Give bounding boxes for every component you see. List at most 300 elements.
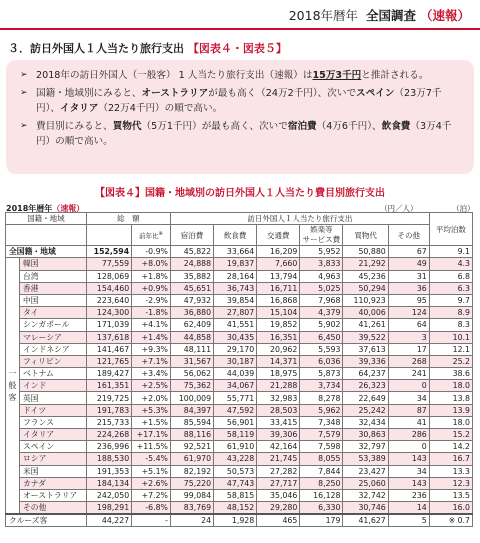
- cell-lodging: 88,116: [170, 429, 213, 441]
- cell-ent: 179: [300, 514, 343, 527]
- cell-nights: 18.0: [429, 416, 472, 428]
- col-transport: 交通費: [257, 225, 300, 246]
- cell-lodging: 48,111: [170, 343, 213, 355]
- cell-transport: 35,046: [257, 489, 300, 501]
- cell-nights: 4.3: [429, 258, 472, 270]
- cell-food: 55,771: [214, 392, 257, 404]
- cell-total: 242,050: [86, 489, 131, 501]
- cell-transport: 7,660: [257, 258, 300, 270]
- unit-yen: （円／人）: [380, 204, 418, 213]
- cell-shop: 110,923: [343, 294, 388, 306]
- cell-transport: 19,852: [257, 319, 300, 331]
- cell-food: 41,551: [214, 319, 257, 331]
- cell-ent: 4,963: [300, 270, 343, 282]
- col-food: 飲食費: [214, 225, 257, 246]
- cell-nights: 12.3: [429, 477, 472, 489]
- cell-shop: 32,797: [343, 441, 388, 453]
- cell-shop: 39,522: [343, 331, 388, 343]
- col-entertainment-1: 娯楽等: [310, 225, 333, 235]
- row-name: 米国: [20, 465, 87, 477]
- row-name: シンガポール: [20, 319, 87, 331]
- cell-nights: 16.7: [429, 453, 472, 465]
- cell-food: 27,807: [214, 307, 257, 319]
- cell-ent: 5,593: [300, 343, 343, 355]
- cell-transport: 465: [257, 514, 300, 527]
- cell-other: 49: [388, 258, 429, 270]
- summary-text: 国籍・地域別にみると、: [36, 88, 142, 99]
- col-total: [86, 213, 170, 225]
- row-name: フィリピン: [20, 355, 87, 367]
- table-row: [6, 429, 473, 441]
- cell-nights: 12.1: [429, 343, 472, 355]
- cell-total: 198,291: [86, 502, 131, 515]
- cell-yoy: +5.3%: [132, 404, 171, 416]
- cell-other: 236: [388, 489, 429, 501]
- cell-food: 28,164: [214, 270, 257, 282]
- header-survey: 全国調査: [365, 8, 416, 23]
- col-yoy-label: 前年比: [139, 231, 159, 240]
- cell-transport: 42,164: [257, 441, 300, 453]
- cell-shop: 32,434: [343, 416, 388, 428]
- cell-other: 87: [388, 404, 429, 416]
- summary-text: （3万4千円）の順で高い。: [36, 121, 452, 147]
- cell-total: 191,353: [86, 465, 131, 477]
- cell-nights: 8.9: [429, 307, 472, 319]
- cell-food: 29,170: [214, 343, 257, 355]
- cell-lodging: 45,651: [170, 282, 213, 294]
- row-name: カナダ: [20, 477, 87, 489]
- summary-amount: 15万3千円: [312, 70, 362, 81]
- col-entertainment: [300, 225, 343, 246]
- row-name: 英国: [20, 392, 87, 404]
- cell-total: 215,733: [86, 416, 131, 428]
- cell-total: 161,351: [86, 380, 131, 392]
- table-header-row: [6, 213, 473, 225]
- cell-transport: 28,503: [257, 404, 300, 416]
- summary-bullet-1: [20, 68, 464, 83]
- cell-transport: 32,983: [257, 392, 300, 404]
- row-name: ロシア: [20, 453, 87, 465]
- cell-transport: 16,209: [257, 246, 300, 258]
- cell-total: 184,134: [86, 477, 131, 489]
- summary-text: 費目別にみると、: [36, 121, 113, 132]
- cell-yoy: +2.0%: [132, 392, 171, 404]
- cell-shop: 22,649: [343, 392, 388, 404]
- cell-yoy: +7.1%: [132, 355, 171, 367]
- cell-shop: 30,746: [343, 502, 388, 515]
- row-name: 香港: [20, 282, 87, 294]
- table-row: [6, 489, 473, 501]
- summary-text: （5万1千円）が最も高く、次いで: [141, 121, 288, 132]
- col-total-spacer: [86, 225, 131, 246]
- summary-text: と推計される。: [361, 70, 429, 81]
- header-status: （速報）: [419, 8, 470, 23]
- cell-nights: ※ 0.7: [429, 514, 472, 527]
- cell-yoy: -0.9%: [132, 246, 171, 258]
- row-name: スペイン: [20, 441, 87, 453]
- cell-shop: 21,292: [343, 258, 388, 270]
- cell-lodging: 100,009: [170, 392, 213, 404]
- summary-highlight: スペイン: [356, 88, 395, 99]
- cell-total: 189,427: [86, 368, 131, 380]
- cell-transport: 15,104: [257, 307, 300, 319]
- cell-nights: 16.0: [429, 502, 472, 515]
- summary-text: （23万7千円）、: [36, 88, 442, 114]
- row-name: 全国籍・地域: [6, 246, 87, 258]
- table-row: [6, 246, 473, 258]
- cell-ent: 3,833: [300, 258, 343, 270]
- col-country-spacer: [6, 225, 87, 246]
- table-row: [6, 465, 473, 477]
- table-row: [6, 331, 473, 343]
- cell-lodging: 24,888: [170, 258, 213, 270]
- cell-shop: 53,389: [343, 453, 388, 465]
- cell-yoy: -5.4%: [132, 453, 171, 465]
- cell-total: 191,783: [86, 404, 131, 416]
- cell-yoy: +17.1%: [132, 429, 171, 441]
- cell-yoy: +2.5%: [132, 380, 171, 392]
- cell-transport: 13,794: [257, 270, 300, 282]
- cell-food: 56,901: [214, 416, 257, 428]
- header-divider: [0, 28, 480, 30]
- cell-other: 143: [388, 477, 429, 489]
- table-row: [6, 441, 473, 453]
- bullet-arrow-icon: ➢: [20, 70, 28, 80]
- cell-transport: 33,415: [257, 416, 300, 428]
- cell-lodging: 99,084: [170, 489, 213, 501]
- cell-ent: 7,348: [300, 416, 343, 428]
- cell-nights: 9.1: [429, 246, 472, 258]
- summary-text: が最も高く（24万2千円）、次いで: [208, 88, 357, 99]
- cell-nights: 10.1: [429, 331, 472, 343]
- cell-yoy: -2.9%: [132, 294, 171, 306]
- table-title: 【図表４】国籍・地域別の訪日外国人１人当たり費目別旅行支出: [95, 188, 385, 199]
- cell-food: 39,854: [214, 294, 257, 306]
- cell-lodging: 31,567: [170, 355, 213, 367]
- table-row: [6, 319, 473, 331]
- summary-bullet-2: [20, 86, 464, 116]
- cell-total: 188,530: [86, 453, 131, 465]
- cell-other: 124: [388, 307, 429, 319]
- summary-text: （4万6千円）、: [316, 121, 382, 132]
- bullet-arrow-icon: ➢: [20, 121, 28, 131]
- section-title-text: ３．訪日外国人１人当たり旅行支出: [8, 42, 184, 55]
- cell-other: 34: [388, 465, 429, 477]
- cell-shop: 37,613: [343, 343, 388, 355]
- cell-transport: 27,282: [257, 465, 300, 477]
- cell-lodging: 36,880: [170, 307, 213, 319]
- cell-shop: 25,060: [343, 477, 388, 489]
- cell-yoy: +8.0%: [132, 258, 171, 270]
- cell-other: 14: [388, 502, 429, 515]
- cell-other: 241: [388, 368, 429, 380]
- cell-total: 171,039: [86, 319, 131, 331]
- cell-total: 224,268: [86, 429, 131, 441]
- cell-lodging: 85,594: [170, 416, 213, 428]
- cell-shop: 26,323: [343, 380, 388, 392]
- table-row: [6, 404, 473, 416]
- cell-total: 152,594: [86, 246, 131, 258]
- table-row: [6, 368, 473, 380]
- row-name: イタリア: [20, 429, 87, 441]
- cell-yoy: +11.5%: [132, 441, 171, 453]
- cell-other: 34: [388, 392, 429, 404]
- cell-other: 95: [388, 294, 429, 306]
- cell-nights: 18.0: [429, 380, 472, 392]
- cell-ent: 7,598: [300, 441, 343, 453]
- cell-food: 34,067: [214, 380, 257, 392]
- cell-total: 141,467: [86, 343, 131, 355]
- cell-total: 77,559: [86, 258, 131, 270]
- cell-food: 47,743: [214, 477, 257, 489]
- cell-food: 58,815: [214, 489, 257, 501]
- cell-food: 1,928: [214, 514, 257, 527]
- table-row: [6, 502, 473, 515]
- cell-nights: 13.8: [429, 392, 472, 404]
- cell-lodging: 82,192: [170, 465, 213, 477]
- summary-highlight: 買物代: [112, 121, 142, 132]
- summary-highlight: イタリア: [59, 103, 99, 114]
- cell-lodging: 45,822: [170, 246, 213, 258]
- cell-other: 0: [388, 380, 429, 392]
- cell-food: 30,435: [214, 331, 257, 343]
- cell-total: 44,227: [86, 514, 131, 527]
- cell-total: 236,996: [86, 441, 131, 453]
- group-label: 一 般 客: [6, 258, 20, 514]
- row-name: 中国: [20, 294, 87, 306]
- cell-ent: 5,873: [300, 368, 343, 380]
- cell-yoy: +7.2%: [132, 489, 171, 501]
- cell-shop: 50,294: [343, 282, 388, 294]
- cell-other: 64: [388, 319, 429, 331]
- cell-ent: 3,734: [300, 380, 343, 392]
- row-name: インド: [20, 380, 87, 392]
- cell-yoy: +2.6%: [132, 477, 171, 489]
- table-row: [6, 307, 473, 319]
- col-lodging: 宿泊費: [170, 225, 213, 246]
- cell-nights: 6.8: [429, 270, 472, 282]
- summary-highlight: オーストラリア: [141, 88, 209, 99]
- cell-other: 41: [388, 416, 429, 428]
- table-row: [6, 416, 473, 428]
- cell-other: 143: [388, 453, 429, 465]
- row-name: クルーズ客: [6, 514, 87, 527]
- cell-lodging: 84,397: [170, 404, 213, 416]
- table-status: （速報）: [52, 204, 85, 213]
- cell-other: 17: [388, 343, 429, 355]
- cell-shop: 64,237: [343, 368, 388, 380]
- cell-ent: 5,025: [300, 282, 343, 294]
- table-row: [6, 270, 473, 282]
- row-name: 台湾: [20, 270, 87, 282]
- cell-ent: 5,952: [300, 246, 343, 258]
- cell-total: 219,725: [86, 392, 131, 404]
- cell-lodging: 24: [170, 514, 213, 527]
- summary-highlight: 飲食費: [381, 121, 411, 132]
- cell-shop: 50,880: [343, 246, 388, 258]
- cell-yoy: +5.1%: [132, 465, 171, 477]
- summary-bullet-3: [20, 119, 464, 149]
- cell-lodging: 75,362: [170, 380, 213, 392]
- cell-food: 30,187: [214, 355, 257, 367]
- cell-ent: 8,278: [300, 392, 343, 404]
- cell-other: 31: [388, 270, 429, 282]
- cell-other: 36: [388, 282, 429, 294]
- cell-other: 286: [388, 429, 429, 441]
- summary-box: [6, 60, 474, 174]
- row-name: インドネシア: [20, 343, 87, 355]
- cell-yoy: -: [132, 514, 171, 527]
- cell-food: 43,228: [214, 453, 257, 465]
- cell-other: 268: [388, 355, 429, 367]
- cell-nights: 13.9: [429, 404, 472, 416]
- col-other: その他: [388, 225, 429, 246]
- cell-shop: 32,742: [343, 489, 388, 501]
- cell-total: 124,300: [86, 307, 131, 319]
- col-country: 国籍・地域: [6, 213, 87, 225]
- cell-ent: 16,128: [300, 489, 343, 501]
- table-year-text: 2018年暦年: [6, 204, 53, 213]
- cell-ent: 6,450: [300, 331, 343, 343]
- row-name: ベトナム: [20, 368, 87, 380]
- cell-ent: 6,036: [300, 355, 343, 367]
- cell-food: 47,592: [214, 404, 257, 416]
- col-nights: 平均泊数: [429, 213, 472, 246]
- cell-yoy: +3.4%: [132, 368, 171, 380]
- cell-food: 19,837: [214, 258, 257, 270]
- bullet-arrow-icon: ➢: [20, 88, 28, 98]
- section-refs: 【図表４・図表５】: [187, 42, 287, 55]
- table-row: [6, 453, 473, 465]
- table-row: [6, 294, 473, 306]
- col-entertainment-2: サービス費: [302, 235, 341, 245]
- cell-other: 3: [388, 331, 429, 343]
- cell-yoy: +4.1%: [132, 319, 171, 331]
- row-name: ドイツ: [20, 404, 87, 416]
- table-row: [6, 477, 473, 489]
- summary-highlight: 宿泊費: [287, 121, 317, 132]
- table-row: [6, 380, 473, 392]
- cell-yoy: +1.5%: [132, 416, 171, 428]
- cell-yoy: -6.8%: [132, 502, 171, 515]
- cell-ent: 6,330: [300, 502, 343, 515]
- cell-nights: 15.2: [429, 429, 472, 441]
- cell-shop: 23,427: [343, 465, 388, 477]
- cell-shop: 25,242: [343, 404, 388, 416]
- cell-other: 67: [388, 246, 429, 258]
- cell-total: 128,069: [86, 270, 131, 282]
- row-name: タイ: [20, 307, 87, 319]
- cell-lodging: 75,220: [170, 477, 213, 489]
- cell-transport: 21,745: [257, 453, 300, 465]
- cell-nights: 9.7: [429, 294, 472, 306]
- cell-transport: 20,962: [257, 343, 300, 355]
- cell-transport: 16,868: [257, 294, 300, 306]
- table-row: [6, 343, 473, 355]
- cell-food: 48,152: [214, 502, 257, 515]
- cell-nights: 13.3: [429, 465, 472, 477]
- cell-nights: 38.6: [429, 368, 472, 380]
- cell-yoy: +1.4%: [132, 331, 171, 343]
- cell-ent: 5,962: [300, 404, 343, 416]
- unit-nights: （泊）: [452, 204, 475, 213]
- summary-text: 2018年の訪日外国人（一般客） 1 人当たり旅行支出（速報）は: [36, 70, 313, 81]
- col-shopping: 買物代: [343, 225, 388, 246]
- row-name: 韓国: [20, 258, 87, 270]
- cell-nights: 8.3: [429, 319, 472, 331]
- header-year: 2018年暦年: [288, 8, 359, 23]
- cell-ent: 8,250: [300, 477, 343, 489]
- cell-food: 44,039: [214, 368, 257, 380]
- cell-lodging: 44,858: [170, 331, 213, 343]
- cell-lodging: 56,062: [170, 368, 213, 380]
- page-header: [289, 6, 470, 24]
- table-row: [6, 258, 473, 270]
- cell-food: 58,119: [214, 429, 257, 441]
- table-row: [6, 282, 473, 294]
- cell-ent: 4,379: [300, 307, 343, 319]
- cell-lodging: 62,409: [170, 319, 213, 331]
- cell-total: 121,765: [86, 355, 131, 367]
- cell-lodging: 47,932: [170, 294, 213, 306]
- expenditure-table: [5, 212, 473, 527]
- cell-transport: 21,288: [257, 380, 300, 392]
- cell-ent: 8,055: [300, 453, 343, 465]
- cell-ent: 7,844: [300, 465, 343, 477]
- cell-ent: 7,579: [300, 429, 343, 441]
- summary-text: （22万4千円）の順で高い。: [98, 103, 223, 114]
- table-body: [6, 246, 473, 527]
- cell-shop: 41,627: [343, 514, 388, 527]
- cell-transport: 18,975: [257, 368, 300, 380]
- cell-shop: 45,236: [343, 270, 388, 282]
- row-name: その他: [20, 502, 87, 515]
- cell-food: 33,664: [214, 246, 257, 258]
- cell-lodging: 61,970: [170, 453, 213, 465]
- col-yoy-note: ※: [158, 230, 164, 237]
- col-yoy: [132, 225, 171, 246]
- cell-food: 61,910: [214, 441, 257, 453]
- cell-yoy: +0.9%: [132, 282, 171, 294]
- cell-nights: 14.2: [429, 441, 472, 453]
- cell-total: 154,460: [86, 282, 131, 294]
- cell-total: 137,618: [86, 331, 131, 343]
- cell-nights: 25.2: [429, 355, 472, 367]
- cell-transport: 39,306: [257, 429, 300, 441]
- cell-shop: 40,006: [343, 307, 388, 319]
- cell-ent: 5,902: [300, 319, 343, 331]
- cell-food: 36,743: [214, 282, 257, 294]
- table-row-cruise: [6, 514, 473, 527]
- cell-other: 5: [388, 514, 429, 527]
- cell-lodging: 92,521: [170, 441, 213, 453]
- cell-lodging: 35,882: [170, 270, 213, 282]
- cell-yoy: +1.8%: [132, 270, 171, 282]
- row-name: オーストラリア: [20, 489, 87, 501]
- cell-transport: 14,371: [257, 355, 300, 367]
- cell-transport: 16,711: [257, 282, 300, 294]
- cell-total: 223,640: [86, 294, 131, 306]
- cell-shop: 30,863: [343, 429, 388, 441]
- row-name: マレーシア: [20, 331, 87, 343]
- cell-shop: 39,336: [343, 355, 388, 367]
- section-title: [8, 40, 287, 56]
- cell-transport: 27,717: [257, 477, 300, 489]
- col-total-label: 総 額: [117, 214, 140, 224]
- cell-nights: 13.5: [429, 489, 472, 501]
- cell-nights: 6.3: [429, 282, 472, 294]
- cell-food: 50,573: [214, 465, 257, 477]
